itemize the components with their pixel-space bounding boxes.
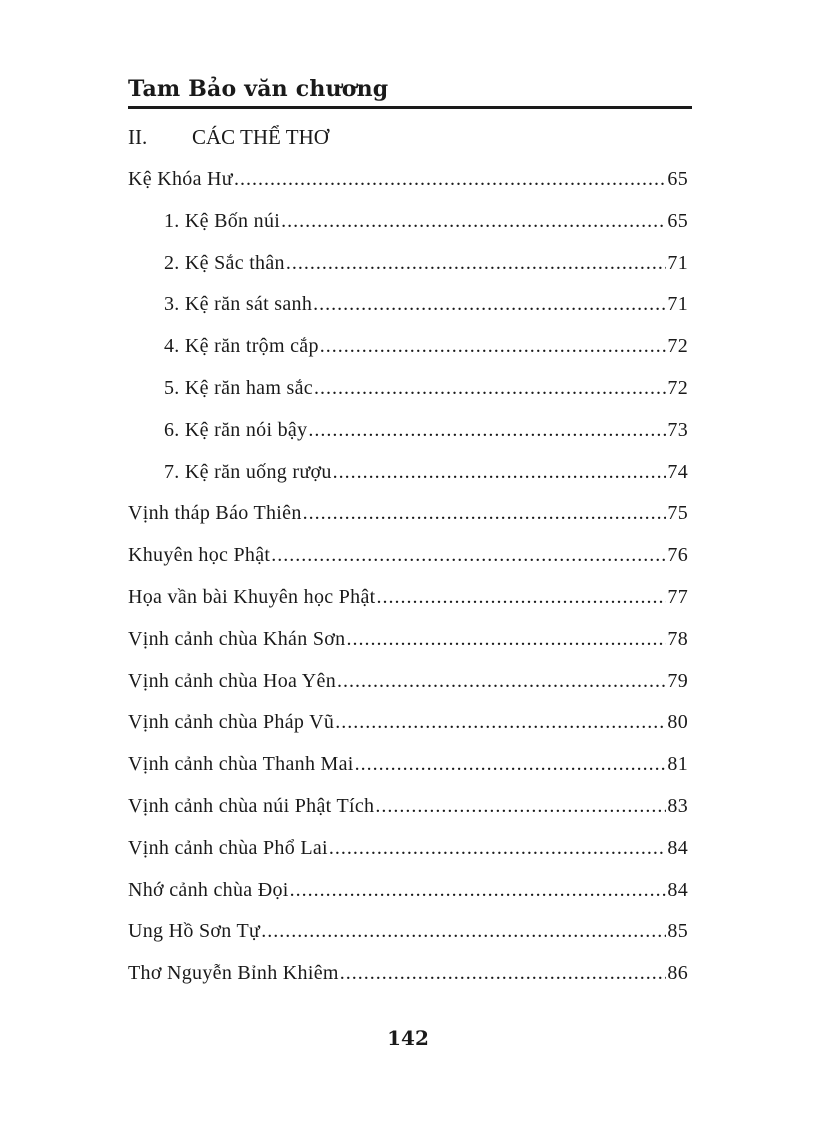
- toc-entry: [128, 493, 688, 535]
- toc-entry-title: Kệ Khóa Hư: [128, 168, 233, 190]
- toc-entry-title: Nhớ cảnh chùa Đọi: [128, 878, 289, 901]
- toc-entry-title: Vịnh cảnh chùa Khán Sơn: [128, 627, 346, 650]
- toc-entry-page: 80: [667, 711, 688, 734]
- toc-entry: [128, 326, 688, 368]
- toc-entry-page: 84: [667, 878, 688, 901]
- toc-entry-page: 72: [667, 376, 688, 399]
- toc-entry-page: 76: [667, 544, 688, 567]
- toc-entry: [128, 410, 688, 452]
- toc-entry-title: Khuyên học Phật: [128, 544, 271, 567]
- running-header: [128, 74, 692, 109]
- toc-entry: [128, 201, 688, 243]
- dot-leader: [337, 661, 666, 703]
- toc-entry-title: Vịnh cảnh chùa Phổ Lai: [128, 836, 328, 859]
- toc-entry-page: 84: [667, 836, 688, 859]
- toc-entry-page: 71: [667, 293, 688, 316]
- toc-entry: [128, 911, 688, 953]
- toc-entry-title: Họa vần bài Khuyên học Phật: [128, 585, 376, 608]
- toc-entry-page: 77: [667, 585, 688, 608]
- toc-entry: [128, 535, 688, 577]
- dot-leader: [333, 452, 667, 494]
- toc-entry: [128, 870, 688, 912]
- dot-leader: [320, 326, 667, 368]
- toc-entry-title: 6. Kệ răn nói bậy: [164, 418, 308, 441]
- dot-leader: [355, 744, 667, 786]
- section-number: II.: [128, 124, 148, 149]
- toc-entry-page: 79: [667, 669, 688, 692]
- toc-entry-title: Vịnh cảnh chùa Thanh Mai: [128, 753, 354, 776]
- toc-entry-page: 86: [667, 962, 688, 985]
- toc-entry: [128, 284, 688, 326]
- section-heading: [128, 122, 329, 152]
- page-number: 142: [387, 1026, 429, 1050]
- toc-entry-page: 65: [667, 168, 688, 190]
- toc-entry-title: 3. Kệ răn sát sanh: [164, 293, 313, 316]
- dot-leader: [346, 619, 666, 661]
- toc-entry-page: 85: [667, 920, 688, 943]
- section-title: CÁC THỂ THƠ: [192, 124, 329, 149]
- toc-entry: [128, 452, 688, 494]
- toc-entry-page: 65: [667, 209, 688, 232]
- toc-entry-page: 72: [667, 335, 688, 358]
- toc-entry: [128, 243, 688, 285]
- toc-entry-title: Vịnh cảnh chùa Hoa Yên: [128, 669, 337, 692]
- dot-leader: [308, 410, 666, 452]
- toc-entry: [128, 577, 688, 619]
- book-title: Tam Bảo văn chương: [128, 76, 389, 102]
- dot-leader: [329, 828, 667, 870]
- toc-entry: [128, 786, 688, 828]
- toc-entry: [128, 744, 688, 786]
- toc-entry: [128, 368, 688, 410]
- toc-entry-title: Vịnh tháp Báo Thiên: [128, 502, 302, 525]
- toc-entry-page: 75: [667, 502, 688, 525]
- toc-entry: [128, 702, 688, 744]
- dot-leader: [303, 493, 667, 535]
- dot-leader: [290, 870, 667, 912]
- dot-leader: [281, 201, 666, 243]
- toc-entry-title: 7. Kệ răn uống rượu: [164, 460, 332, 483]
- toc-entry-title: 1. Kệ Bốn núi: [164, 209, 281, 232]
- toc-entry: [128, 661, 688, 703]
- dot-leader: [271, 535, 666, 577]
- toc-entry-title: 4. Kệ răn trộm cắp: [164, 335, 319, 358]
- toc-entry: [128, 828, 688, 870]
- toc-entry: [128, 619, 688, 661]
- table-of-contents: [128, 159, 688, 995]
- toc-entry-page: 78: [667, 627, 688, 650]
- toc-entry-page: 73: [667, 418, 688, 441]
- toc-entry-title: Ung Hồ Sơn Tự: [128, 920, 261, 943]
- toc-entry: [128, 159, 688, 201]
- dot-leader: [314, 368, 666, 410]
- toc-entry-page: 81: [667, 753, 688, 776]
- dot-leader: [335, 702, 666, 744]
- dot-leader: [377, 577, 667, 619]
- dot-leader: [375, 786, 666, 828]
- dot-leader: [340, 953, 667, 995]
- toc-entry-page: 83: [667, 794, 688, 817]
- toc-entry-page: 71: [667, 251, 688, 274]
- dot-leader: [261, 911, 666, 953]
- toc-entry-page: 74: [667, 460, 688, 483]
- toc-entry-title: Vịnh cảnh chùa núi Phật Tích: [128, 794, 375, 817]
- toc-entry-title: 2. Kệ Sắc thân: [164, 251, 285, 274]
- toc-entry-title: Thơ Nguyễn Bỉnh Khiêm: [128, 962, 339, 985]
- dot-leader: [234, 159, 666, 201]
- toc-entry: [128, 953, 688, 995]
- dot-leader: [286, 243, 667, 285]
- dot-leader: [313, 284, 666, 326]
- toc-entry-title: Vịnh cảnh chùa Pháp Vũ: [128, 711, 335, 734]
- toc-entry-title: 5. Kệ răn ham sắc: [164, 376, 313, 399]
